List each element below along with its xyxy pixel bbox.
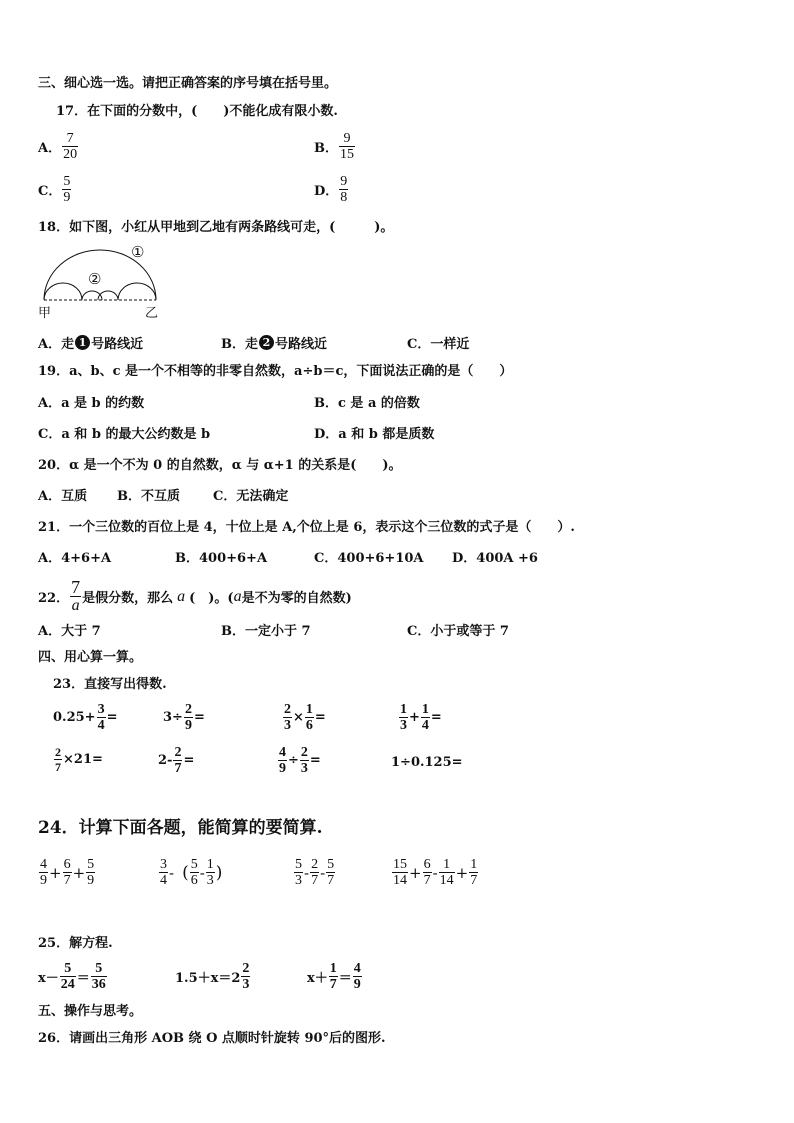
expr-text: x＋ [307,971,328,986]
numerator: 9 [339,131,355,147]
denominator: 3 [242,977,250,992]
q19-option-c: C．a 和 b 的最大公约数是 b [38,427,211,442]
operator: + [409,710,420,725]
denominator: 8 [340,190,348,205]
q23-expr-4 [398,702,442,733]
operator: - [304,863,310,882]
fraction [339,174,348,205]
q25-equation-3 [307,961,363,992]
q24-expr-2 [158,857,222,888]
q25-equation-2 [175,961,251,992]
q21-option-c: C．400+6+10A [314,551,424,566]
fraction [353,961,362,992]
fraction [339,131,355,162]
fraction [97,702,106,733]
fraction [423,857,432,888]
denominator: 7 [311,873,319,888]
fraction [326,857,335,888]
section-4-title: 四、用心算一算。 [38,650,143,665]
q24-expr-3 [293,857,336,888]
option-label: B． [314,141,338,156]
expr-text: 3÷ [163,710,183,725]
denominator: 6 [190,873,198,888]
q21-option-d: D．400A +6 [452,551,538,566]
numerator: 4 [40,857,47,872]
numerator: 5 [87,857,95,872]
q17-option-c [38,174,72,205]
denominator: a [71,597,80,614]
option-text: B．走 [221,337,258,352]
fraction [159,857,168,888]
numerator: 4 [353,961,361,976]
fraction [329,961,338,992]
numerator: 2 [242,961,250,976]
denominator: 7 [470,873,478,888]
section-5-title: 五、操作与思考。 [38,1004,143,1019]
q20-option-a: A．互质 [38,489,88,504]
denominator: 7 [327,873,335,888]
fraction [62,174,71,205]
option-text: 号路线近 [275,337,328,352]
stem-text: ( )。( [189,591,234,606]
denominator: 14 [393,873,407,888]
option-label: C． [38,184,62,199]
numerator: 5 [190,857,198,872]
denominator: 7 [423,873,431,888]
numerator: 2 [55,745,61,759]
q23-expr-2 [163,702,205,733]
question-17-stem: 17．在下面的分数中，( )不能化成有限小数. [56,104,338,119]
question-26-stem: 26．请画出三角形 AOB 绕 O 点顺时针旋转 90°后的图形. [38,1031,386,1046]
start-label-jia: 甲 [38,306,52,321]
q17-option-d [314,174,349,205]
q23-expr-7 [277,745,321,776]
equals: ＝ [76,971,90,986]
denominator: 9 [87,873,95,888]
numerator: 2 [300,745,308,760]
option-text: A．走 [38,337,75,352]
fraction [421,702,430,733]
expr-text: 1.5＋x＝2 [175,971,241,986]
denominator: 9 [40,873,47,888]
q19-option-b: B．c 是 a 的倍数 [314,396,420,411]
numerator: 2 [311,857,319,872]
operator: × [293,710,304,725]
q21-option-b: B．400+6+A [175,551,268,566]
numerator: 9 [340,174,348,189]
fraction [469,857,478,888]
operator: - [199,863,205,882]
question-21-stem: 21．一个三位数的百位上是 4，十位上是 A,个位上是 6，表示这个三位数的式子是（ ）. [38,520,575,535]
option-text: 号路线近 [91,337,144,352]
numerator: 4 [279,745,286,760]
expr-text: 2- [158,753,173,768]
denominator: 36 [91,977,106,992]
fraction [283,702,292,733]
circled-number-2: 2 [259,335,274,350]
numerator: 5 [60,961,76,977]
denominator: 9 [353,977,361,992]
operator: + [49,863,62,882]
denominator: 9 [63,190,71,205]
denominator: 3 [300,761,308,776]
equals: = [106,710,118,725]
question-number: 22． [38,591,70,606]
equals: = [193,710,205,725]
q18-option-a [38,333,143,352]
equals: = [183,753,195,768]
q19-option-d: D．a 和 b 都是质数 [314,427,435,442]
fraction [54,745,62,774]
numerator: 7 [62,131,78,147]
variable-a: a [177,587,186,605]
denominator: 20 [63,147,78,162]
option-label: D． [314,184,339,199]
fraction [184,702,193,733]
denominator: 24 [60,977,75,992]
numerator: 2 [184,702,192,717]
numerator: 1 [305,702,313,717]
denominator: 7 [55,760,61,774]
denominator: 3 [206,873,214,888]
equals: ＝ [338,971,352,986]
numerator: 1 [439,857,455,873]
numerator: 5 [327,857,335,872]
operator: + [409,863,422,882]
numerator: 15 [393,857,407,872]
equals: = [430,710,442,725]
equals: = [314,710,326,725]
route-2-arc-left [44,283,82,300]
section-3-title: 三、细心选一选。请把正确答案的序号填在括号里。 [38,76,338,91]
denominator: 15 [340,147,354,162]
q20-option-b: B．不互质 [117,489,180,504]
q19-option-a: A．a 是 b 的约数 [38,396,145,411]
denominator: 4 [421,718,429,733]
end-label-yi: 乙 [145,306,159,321]
operator: - [320,863,326,882]
fraction [206,857,215,888]
stem-text: 是假分数，那么 [82,591,174,606]
q22-option-b: B．一定小于 7 [221,624,311,639]
numerator: 6 [423,857,431,872]
denominator: 3 [295,873,302,888]
denominator: 3 [284,718,291,733]
equals: = [309,753,321,768]
q25-equation-1 [38,961,108,992]
operator: + [72,863,86,882]
fraction [305,702,314,733]
q17-option-b [314,131,356,162]
numerator: 5 [63,174,71,189]
numerator: 3 [97,702,105,717]
stem-text: 是不为零的自然数) [241,591,352,606]
route-2-arc-right [118,283,156,300]
circled-number-1: 1 [75,335,90,350]
q20-option-c: C．无法确定 [213,489,289,504]
q18-option-b [221,333,327,352]
question-22-stem [38,578,352,615]
operator: - [432,863,438,882]
route-1-label: ① [131,243,145,261]
numerator: 1 [329,961,337,976]
expr-text: x－ [38,971,59,986]
option-text: C．一样近 [407,337,470,352]
question-25-stem: 25．解方程. [38,936,113,951]
option-label: A． [38,141,62,156]
question-18-stem: 18．如下图，小红从甲地到乙地有两条路线可走，( )。 [38,220,394,235]
expr-text: 0.25+ [53,710,96,725]
numerator: 5 [91,961,107,977]
question-19-stem: 19．a、b、c 是一个不相等的非零自然数，a÷b＝c，下面说法正确的是（ ） [38,364,513,379]
fraction [63,857,72,888]
route-2-label: ② [88,270,102,288]
fraction [86,857,95,888]
numerator: 1 [470,857,478,872]
denominator: 14 [439,873,454,888]
question-20-stem: 20．α 是一个不为 0 的自然数，α 与 α+1 的关系是( )。 [38,458,402,473]
numerator: 2 [174,745,182,760]
fraction [278,745,287,776]
q23-expr-1 [53,702,117,733]
fraction [62,131,78,162]
fraction [91,961,107,992]
q24-expr-1 [38,857,96,888]
numerator: 2 [284,702,291,717]
denominator: 4 [160,873,167,888]
fraction [310,857,319,888]
operator: + [455,863,469,882]
fraction [39,857,48,888]
q23-expr-5 [53,745,103,774]
q17-option-a [38,131,79,162]
q22-option-c: C．小于或等于 7 [407,624,509,639]
fraction [300,745,309,776]
expr-text: ×21= [63,752,103,767]
question-23-stem: 23．直接写出得数. [53,677,167,692]
question-24-stem: 24．计算下面各题，能简算的要简算. [38,818,323,838]
numerator: 1 [400,702,407,717]
operator: ÷ [288,753,299,768]
fraction [392,857,408,888]
fraction [60,961,76,992]
denominator: 9 [184,718,192,733]
fraction [173,745,182,776]
fraction [190,857,199,888]
q23-expr-6 [158,745,194,776]
right-paren: ) [215,862,223,883]
q23-expr-3 [282,702,326,733]
fraction [399,702,408,733]
denominator: 4 [97,718,105,733]
numerator: 6 [63,857,71,872]
fraction [439,857,455,888]
denominator: 7 [174,761,182,776]
q21-option-a: A．4+6+A [38,551,112,566]
fraction-7-over-a [70,578,81,615]
numerator: 5 [295,857,302,872]
fraction [294,857,303,888]
q24-expr-4 [391,857,479,888]
denominator: 6 [305,718,313,733]
numerator: 3 [160,857,167,872]
left-paren: ( [182,862,189,883]
denominator: 7 [329,977,337,992]
q23-expr-8: 1÷0.125= [391,755,463,770]
operator: - [169,863,175,882]
fraction [241,961,250,992]
q22-option-a: A．大于 7 [38,624,101,639]
q18-option-c [407,333,469,352]
denominator: 9 [279,761,286,776]
numerator: 1 [421,702,429,717]
variable-a: a [233,587,242,605]
denominator: 3 [400,718,407,733]
denominator: 7 [63,873,71,888]
numerator: 7 [71,577,81,597]
numerator: 1 [206,857,214,872]
